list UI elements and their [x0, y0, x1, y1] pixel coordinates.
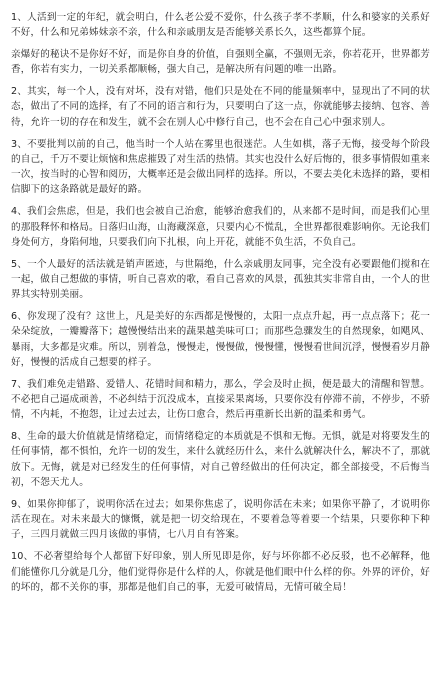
paragraph-10: 10、不必奢望给每个人都留下好印象，别人所见即是你，好与坏你都不必反驳，也不必解释，他们能懂你几分就是几分，他们觉得你是什么样的人，你就是他们眼中什么样的你。外界的评价，好的坏的，都不关你的事，那都是他们自己的事，无爱可破情局，无情可破全局！ — [11, 551, 430, 593]
paragraph-2: 2、其实，每一个人，没有对坏，没有对错，他们只是处在不同的能量频率中，显现出了不同的状态，做出了不同的选择，有了不同的语言和行为，只要明白了这一点，你就能够去接纳、包容、善待，允许一切的存在和发生，就不会在别人心中修行自己，也不会在自己心中强求别人。 — [11, 86, 430, 128]
paragraph-3: 3、不要批判以前的自己，他当时一个人站在雾里也很迷茫。人生如棋，落子无悔，接受每个阶段的自己，千万不要让烦恼和焦虑摧毁了对生活的热情。其实也没什么好后悔的，很多事情假如重来一次，按当时的心智和阅历，大概率还是会做出同样的选择。所以，不要去美化未选择的路，要相信脚下的这条路就是最好的路。 — [11, 138, 430, 196]
paragraph-5: 5、一个人最好的活法就是销声匿迹，与世隔绝，什么亲戚朋友同事，完全没有必要跟他们搅和在一起，做自己想做的事情，听自己喜欢的歌，看自己喜欢的风景，孤独其实非常自由，一个人的世界其实特别美丽。 — [11, 258, 430, 301]
paragraph-1: 1、人活到一定的年纪，就会明白，什么老公爱不爱你，什么孩子孝不孝顺，什么和婆家的关系好不好，什么和兄弟姊妹亲不亲，什么和亲戚朋友是否能够关系长久，这些都算个屁。 — [11, 12, 430, 39]
paragraph-7: 7、我们难免走错路、爱错人、花错时间和精力，那么，学会及时止损，便是最大的清醒和智慧。不必把自己逼成顽善，不必纠结于沉没成本，直接采果离场，只要你没有停滞不前，不停步，不骄情，不内耗，不抱怨，让过去过去，让伤口愈合，然后再重新长出新的温柔和勇气。 — [11, 378, 430, 421]
paragraph-6: 6、你发现了没有？这世上，凡是美好的东西都是慢慢的，太阳一点点升起，再一点点落下；花一朵朵绽放，一瓣瓣落下；越慢慢结出来的蔬果越美味可口；而那些急骤发生的自然现象，如飓风、暴雨，大多都是灾难。所以，别着急，慢慢走，慢慢做，慢慢懂，慢慢看世间沉浮，慢慢看岁月静好，慢慢的活成自己想要的样子。 — [11, 311, 430, 368]
paragraph-4: 4、我们会焦虑，但是，我们也会被自己治愈，能够治愈我们的，从来都不是时间，而是我们心里的那股释怀和格局。日落归山海，山海藏深意，只要内心不慌乱，全世界都很难影响你。无论我们身处何方，身陷何地，只要我们向下扎根，向上开花，就能不负生活，不负自己。 — [11, 206, 430, 248]
paragraph-9: 9、如果你抑郁了，说明你活在过去；如果你焦虑了，说明你活在未来；如果你平静了，才说明你活在现在。对未来最大的慷慨，就是把一切交给现在，不要着急等着要一个结果，只要你种下种子，三四月就做三四月该做的事情，七八月自有答案。 — [11, 498, 430, 541]
paragraph-1-continued: 亲爆好的秘诀不是你好不好，而是你自身的价值，自强则全赢，不强则无亲，你若花开，世界都芳香，你若有实力，一切关系都顺畅，强大自己，是解决所有问题的唯一出路。 — [11, 49, 430, 76]
paragraph-8: 8、生命的最大价值就是情绪稳定，而情绪稳定的本质就是不惧和无悔。无惧，就是对将要发生的任何事情，都不惧怕，允许一切的发生，来什么就经历什么，来什么就解决什么，解决不了，那就放下。无悔，就是对已经发生的任何事情，对自己曾经做出的任何决定，都全部接受，不后悔当初，不怨天尤人。 — [11, 431, 430, 489]
